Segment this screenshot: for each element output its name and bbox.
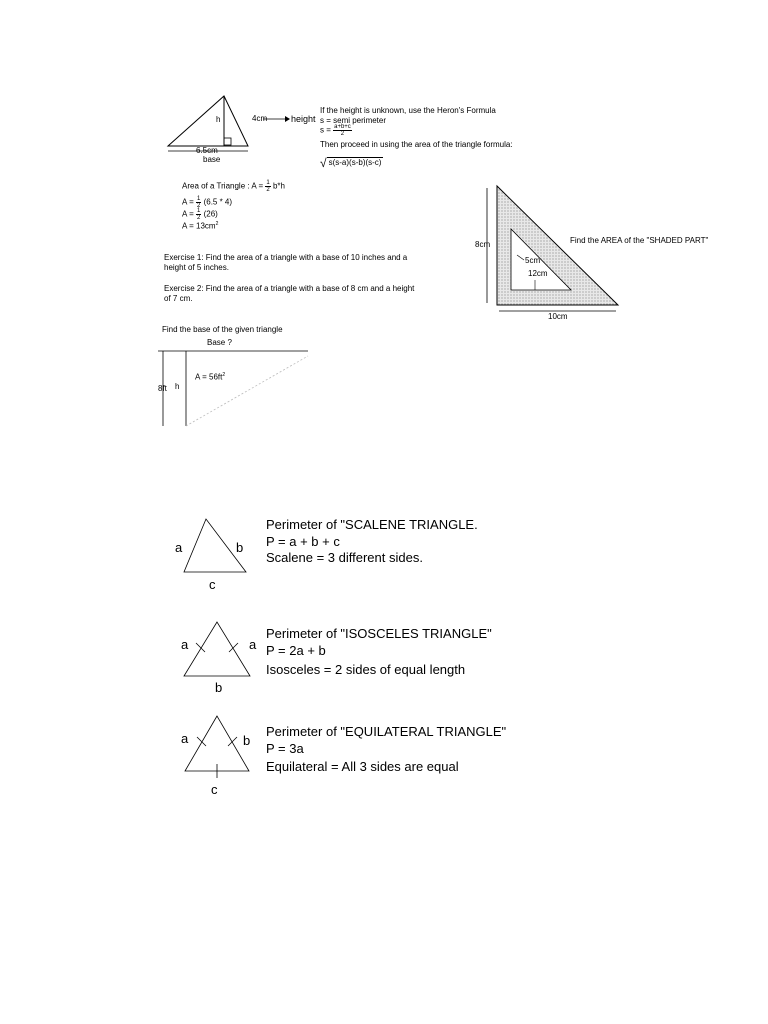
area-step-2: A = $\frac{1}{2}$ (26)	[182, 208, 218, 221]
heron-line-2: s = semi perimeter	[320, 116, 387, 125]
shaded-title: Find the AREA of the "SHADED PART"	[570, 236, 709, 245]
sqrt-icon: √	[320, 156, 327, 170]
equilateral-label-a: a	[181, 731, 189, 746]
isosceles-label-a-right: a	[249, 637, 257, 652]
heron-line-1: If the height is unknown, use the Heron's Formula	[320, 106, 496, 115]
base-label: base	[203, 155, 221, 164]
base-value: 6.5cm	[196, 146, 218, 155]
equilateral-label-c: c	[211, 782, 218, 797]
scalene-label-b: b	[236, 540, 244, 555]
area-formula-title: Area of a Triangle : A = $\frac{1}{2}$ b*h	[182, 180, 285, 193]
shaded-base-label: 10cm	[548, 312, 568, 321]
heron-line-3: s = $\frac{a+b+c}{2}$	[320, 124, 351, 137]
height-arrow-label: height	[291, 114, 316, 124]
scalene-label-c: c	[209, 577, 216, 592]
exercise-2-line-2: of 7 cm.	[164, 294, 193, 303]
inner-height-label: 5cm	[525, 256, 541, 265]
isosceles-label-a-left: a	[181, 637, 189, 652]
area-step-3: $A = 13cm^2$	[182, 221, 219, 231]
base-unknown-label: Base ?	[207, 338, 232, 347]
find-base-title: Find the base of the given triangle	[162, 325, 283, 334]
side-length-label: 4cm	[252, 114, 268, 123]
equilateral-label-b: b	[243, 733, 251, 748]
equilateral-formula: P = 3a	[266, 741, 304, 756]
isosceles-label-b: b	[215, 680, 223, 695]
exercise-1-line-1: Exercise 1: Find the area of a triangle with a base of 10 inches and a	[164, 253, 408, 262]
isosceles-description: Isosceles = 2 sides of equal length	[266, 662, 466, 677]
isosceles-title: Perimeter of "ISOSCELES TRIANGLE"	[266, 626, 492, 641]
semi-perimeter-fraction: $\frac{a+b+c}{2}$	[334, 124, 351, 137]
equilateral-description: Equilateral = All 3 sides are equal	[266, 759, 459, 774]
h-label: h	[216, 115, 221, 124]
scalene-formula: P = a + b + c	[266, 534, 340, 549]
exercise-1-line-2: height of 5 inches.	[164, 263, 229, 272]
inner-base-label: 12cm	[528, 269, 548, 278]
scalene-label-a: a	[175, 540, 183, 555]
heron-sqrt-expression: √ s(s-a)(s-b)(s-c)	[320, 156, 382, 170]
isosceles-formula: P = 2a + b	[266, 643, 326, 658]
area-step-1: A = $\frac{1}{2}$ (6.5 * 4)	[182, 196, 233, 209]
equilateral-title: Perimeter of "EQUILATERAL TRIANGLE"	[266, 724, 507, 739]
exercise-2-line-1: Exercise 2: Find the area of a triangle with a base of 8 cm and a height	[164, 284, 415, 293]
scalene-description: Scalene = 3 different sides.	[266, 550, 423, 565]
heron-line-4: Then proceed in using the area of the triangle formula:	[320, 140, 513, 149]
area-given-label: $A = 56ft^2$	[195, 372, 226, 382]
shaded-height-label: 8cm	[475, 240, 491, 249]
h-label-2: h	[175, 382, 180, 391]
left-side-label: 8ft	[158, 384, 167, 393]
scalene-title: Perimeter of "SCALENE TRIANGLE.	[266, 517, 478, 532]
